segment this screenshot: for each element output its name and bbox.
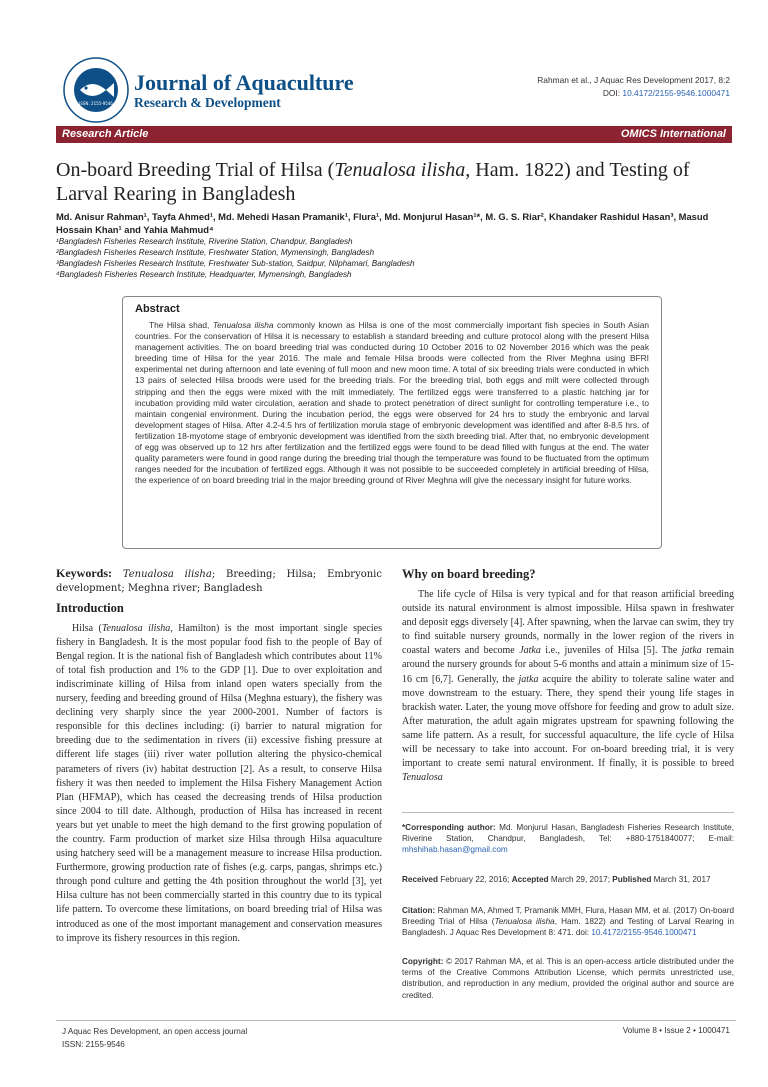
section-heading-why: Why on board breeding? <box>402 567 536 581</box>
author-list: Md. Anisur Rahman¹, Tayfa Ahmed¹, Md. Mehedi Hasan Pramanik¹, Flura¹, Md. Monjurul Hasan¹*, M. G. S. Riar², Khandaker Rashidul Hasan³, Masud Hossain Khan¹ and Yahia Mahmud⁴ <box>56 211 709 235</box>
footer-volume: Volume 8 • Issue 2 • 1000471 <box>622 1026 730 1035</box>
citation-line: Rahman et al., J Aquac Res Development 2017, 8:2 <box>537 75 730 85</box>
affiliation: ⁴Bangladesh Fisheries Research Institute, Headquarter, Mymensingh, Bangladesh <box>56 270 352 280</box>
corresponding-author-note: *Corresponding author: Md. Monjurul Hasan, Bangladesh Fisheries Research Institute, Riverine Station, Chandpur, Bangladesh, Tel: +880-1751840077; E-mail: mhshihab.hasan@gmail.com <box>402 823 734 855</box>
abstract-box <box>122 296 662 549</box>
footer-journal: J Aquac Res Development, an open access journal <box>62 1027 248 1036</box>
citation-doi-link[interactable]: 10.4172/2155-9546.1000471 <box>591 928 697 938</box>
article-type-band <box>56 126 732 143</box>
affiliation: ¹Bangladesh Fisheries Research Institute, Riverine Station, Chandpur, Bangladesh <box>56 237 353 246</box>
abstract-heading: Abstract <box>135 303 180 315</box>
email-link[interactable]: mhshihab.hasan@gmail.com <box>402 845 508 855</box>
journal-title: Journal of Aquaculture <box>134 70 354 95</box>
section-heading-introduction: Introduction <box>56 600 124 615</box>
abstract-text: The Hilsa shad, Tenualosa ilisha commonly known as Hilsa is one of the most commercially important fish species in South Asian countries. For the conservation of Hilsa it is necessary to establish a standard breeding and culture protocol along with the present Hilsa management activities. The on board breeding trial was conducted during 10 October 2016 to 02 November 2016 which was the peak breeding time of Hilsa for the year 2016. The male and female Hilsa broods were collected from the River Meghna using BFRI experimental net during afternoon and late evening of full moon and new moon time. A total of six breeding trials were conducted in which 13 pairs of selected Hilsa broods were used for the breeding trials. For the breeding trial, both eggs and milt were collected through stripping and then the eggs were mixed with the milt immediately. The fertilized eggs were transferred to a plastic hatching jar for incubation providing mild water circulation, aeration and shade to protect penetration of direct sunlight for controlling temperature i.e., to maintain congenial environment. During the incubation period, the eggs were observed for 24 hrs to study the embryonic and larval development stages of Hilsa. After 4.2-4.5 hrs of fertilization morula stage of embryonic development was identified and after 8-8.5 hrs. of fertilization 18-myotome stage of embryonic development was identified from the sixth breeding trial. After that, no embryonic development of egg was observed up to 12 hrs after fertilization and the fertilized eggs were found to be dead filled with fungus at the end. The water quality parameters were found in good range during the breeding trial though the temperature was found to be fluctuated from the optimum ranges needed for the incubation of fertilized eggs. Although it was not possible to be succeeded completely in artificial breeding of Hilsa, the experience of on board breeding trial in the major breeding ground of River Meghna will give the necessary insight for future works. <box>135 320 649 486</box>
header-citation <box>537 74 730 99</box>
citation-note: Citation: Rahman MA, Ahmed T, Pramanik MMH, Flura, Hasan MM, et al. (2017) On-board Breeding Trial of Hilsa (Tenualosa ilisha, Ham. 1822) and Testing of Larval Rearing in Bangladesh. J Aquac Res Development 8: 471. doi: 10.4172/2155-9546.1000471 <box>402 906 735 938</box>
doi-label: DOI: <box>602 87 621 98</box>
left-column <box>56 567 382 946</box>
right-column <box>402 567 734 785</box>
article-title: On-board Breeding Trial of Hilsa (Tenualosa ilisha, Ham. 1822) and Testing of Larval Rearing in Bangladesh <box>56 159 690 205</box>
publisher-name: OMICS International <box>620 128 726 140</box>
footnote-divider <box>402 812 734 813</box>
footer-left <box>62 1026 247 1051</box>
doi-link[interactable]: 10.4172/2155-9546.1000471 <box>622 87 730 98</box>
doi-line <box>537 87 730 100</box>
affiliation: ²Bangladesh Fisheries Research Institute, Freshwater Station, Mymensingh, Bangladesh <box>56 248 375 258</box>
journal-logo <box>62 56 130 124</box>
copyright-note: Copyright: © 2017 Rahman MA, et al. This is an open-access article distributed under the terms of the Creative Commons Attribution License, which permits unrestricted use, distribution, and reproduction in any medium, provided the original author and source are credited. <box>402 957 734 1000</box>
intro-paragraph: Hilsa (Tenualosa ilisha, Hamilton) is the most important single species fishery in Bangladesh. It is the most popular food fish to the people of Bay of Bengal region. It is the national fish of Bangladesh which contributes about 11% of total fish production and 1% to the GDP [1]. Due to over exploitation and indiscriminate killing of Hilsa from inland open waters specially from the nursery, feeding and breeding ground of Hilsa (Meghna estuary), the fishery was declining very sharply since the year 2000-2001. Number of factors is responsible for this declines including: (i) barrier to natural migration for breeding due to the sedimentation in rivers (ii) excessive fishing pressure at different life stages (iii) river water pollution altering the physico-chemical parameters of rivers (iv) habitat destruction [2]. As a result, to conserve Hilsa fishery it was then needed to implement the Hilsa Fishery Management Action Plan (HFMAP), which has ceased the decreasing trends of Hilsa production since 2004 to till date. Although, production of Hilsa has increased in recent years but yet unable to meet the high demand to the first growing population of the country. Farm production of market size Hilsa through Hilsa aquaculture using hatchery seed will be a management measure to increase Hilsa production. Furthermore, growing production rate of fishes (e.g. carps, pangas, shrimps etc.) through pond culture and getting the 4th position throughout the world [3], yet Hilsa culture has not been commercially started in this country due to its typical life pattern. To overcome these limitations, on board breeding trial of Hilsa was introduced as one of the most important management and conservation measures to improve its fishery resources in this region. <box>56 622 382 944</box>
dates-note: Received February 22, 2016; Accepted March 29, 2017; Published March 31, 2017 <box>402 875 711 884</box>
svg-text:ISSN: 2155-9546: ISSN: 2155-9546 <box>79 101 113 106</box>
affiliation: ³Bangladesh Fisheries Research Institute, Freshwater Sub-station, Saidpur, Nilphamari, Bangladesh <box>56 259 415 269</box>
footer-issn: ISSN: 2155-9546 <box>62 1039 125 1049</box>
why-paragraph: The life cycle of Hilsa is very typical and for that reason artificial breeding outside its natural environment is almost impossible. Hilsa spawn in freshwater and deposit eggs diversely [4]. After spawning, when the larvae can swim, they try to find suitable nursery grounds, normally in the lower region of the rivers in coastal waters and become Jatka i.e., juveniles of Hilsa [5]. The jatka remain around the nursery grounds for about 5-6 months and attain a minimum size of 15-16 cm [6,7]. Generally, the jatka acquire the ability to tolerate saline water and move downstream to the estuary. There, they spend their young life stages in brackish water. Later, the young move offshore for feeding and grow to adult size. After maturation, the adult again migrates upstream for spawning following the same life pattern. As a result, for successful aquaculture, the life cycle of Hilsa will be necessary to take into account. For on-board breeding trial, it is very important to create semi natural environment. If finally, it is possible to breed Tenualosa <box>402 589 735 784</box>
journal-subtitle: Research & Development <box>134 95 281 110</box>
footer-divider <box>56 1020 736 1021</box>
article-type: Research Article <box>62 128 149 140</box>
affiliations <box>56 236 736 280</box>
keywords: Keywords: Tenualosa ilisha; Breeding; Hilsa; Embryonic development; Meghna river; Bangladesh <box>56 566 382 594</box>
